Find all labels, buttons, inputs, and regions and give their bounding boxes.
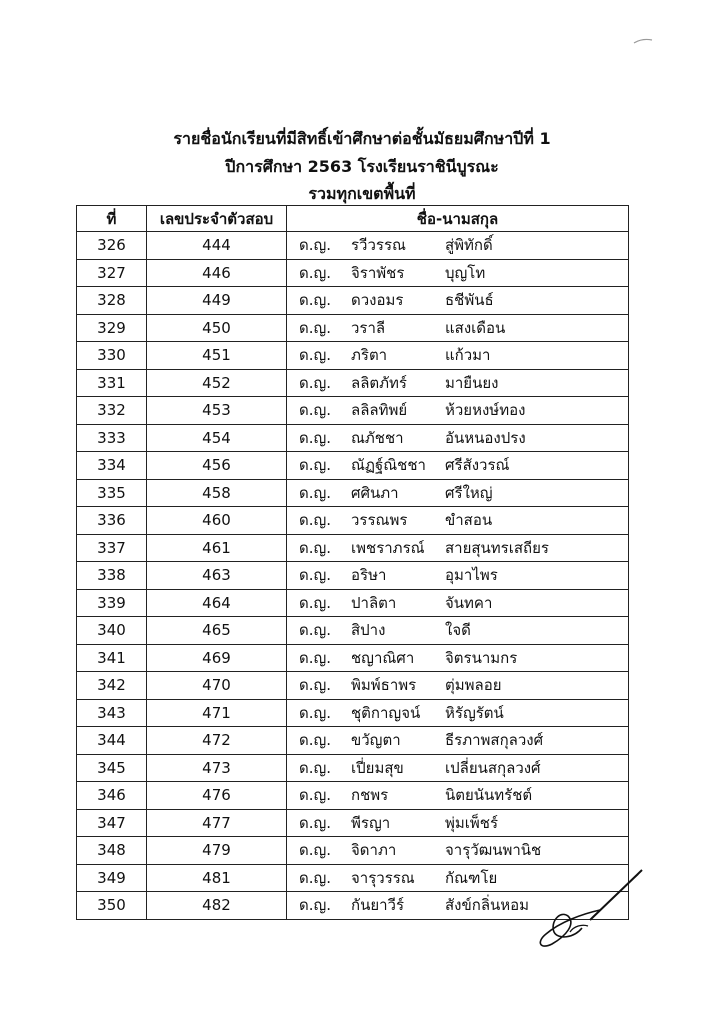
name-prefix: ด.ญ. <box>299 318 332 337</box>
student-name <box>287 809 629 837</box>
table-row <box>77 287 629 315</box>
name-prefix: ด.ญ. <box>299 456 332 475</box>
student-name <box>287 232 629 260</box>
row-number: 330 <box>77 342 147 370</box>
table-row <box>77 479 629 507</box>
first-name: ชญาณิศา <box>351 648 415 667</box>
last-name: บุญโท <box>445 263 486 282</box>
student-name <box>287 314 629 342</box>
first-name: เพชราภรณ์ <box>351 538 425 557</box>
exam-id: 456 <box>147 452 287 480</box>
exam-id: 449 <box>147 287 287 315</box>
last-name: ขำสอน <box>445 511 493 530</box>
last-name: พุ่มเพ็ชร์ <box>445 813 499 832</box>
last-name: สังข์กลิ่นหอม <box>445 896 530 915</box>
name-prefix: ด.ญ. <box>299 593 332 612</box>
name-prefix: ด.ญ. <box>299 786 332 805</box>
exam-id: 451 <box>147 342 287 370</box>
student-name <box>287 507 629 535</box>
exam-id: 460 <box>147 507 287 535</box>
table-row <box>77 809 629 837</box>
name-prefix: ด.ญ. <box>299 483 332 502</box>
exam-id: 454 <box>147 424 287 452</box>
first-name: ภริตา <box>351 346 388 365</box>
table-row <box>77 644 629 672</box>
name-prefix: ด.ญ. <box>299 868 332 887</box>
student-name <box>287 452 629 480</box>
first-name: จิราพัชร <box>351 263 405 282</box>
name-prefix: ด.ญ. <box>299 428 332 447</box>
table-row <box>77 232 629 260</box>
row-number: 337 <box>77 534 147 562</box>
row-number: 334 <box>77 452 147 480</box>
last-name: มายืนยง <box>445 373 499 392</box>
first-name: ขวัญตา <box>351 731 401 750</box>
first-name: จารุวรรณ <box>351 868 415 887</box>
last-name: แสงเดือน <box>445 318 506 337</box>
row-number: 347 <box>77 809 147 837</box>
header-number: ที่ <box>77 206 147 232</box>
exam-id: 458 <box>147 479 287 507</box>
row-number: 336 <box>77 507 147 535</box>
row-number: 342 <box>77 672 147 700</box>
first-name: วราลี <box>351 318 386 337</box>
row-number: 335 <box>77 479 147 507</box>
student-name <box>287 672 629 700</box>
name-prefix: ด.ญ. <box>299 263 332 282</box>
student-name <box>287 369 629 397</box>
row-number: 326 <box>77 232 147 260</box>
name-prefix: ด.ญ. <box>299 841 332 860</box>
exam-id: 473 <box>147 754 287 782</box>
last-name: หิรัญรัตน์ <box>445 703 504 722</box>
row-number: 327 <box>77 259 147 287</box>
student-name <box>287 342 629 370</box>
last-name: จันทคา <box>445 593 493 612</box>
student-name <box>287 479 629 507</box>
last-name: ตุ่มพลอย <box>445 676 502 695</box>
exam-id: 464 <box>147 589 287 617</box>
row-number: 338 <box>77 562 147 590</box>
name-prefix: ด.ญ. <box>299 291 332 310</box>
first-name: จิดาภา <box>351 841 397 860</box>
document-scope: รวมทุกเขตพื้นที่ <box>308 184 416 203</box>
row-number: 343 <box>77 699 147 727</box>
table-row <box>77 507 629 535</box>
scan-mark <box>632 36 654 46</box>
row-number: 331 <box>77 369 147 397</box>
first-name: ณัฏฐ์ณิชชา <box>351 456 426 475</box>
exam-id: 446 <box>147 259 287 287</box>
row-number: 350 <box>77 892 147 920</box>
table-row <box>77 424 629 452</box>
student-name <box>287 617 629 645</box>
table-row <box>77 782 629 810</box>
last-name: แก้วมา <box>445 346 491 365</box>
row-number: 341 <box>77 644 147 672</box>
name-prefix: ด.ญ. <box>299 896 332 915</box>
last-name: อันหนองปรง <box>445 428 526 447</box>
first-name: ปาลิตา <box>351 593 397 612</box>
last-name: ศรีสังวรณ์ <box>445 456 510 475</box>
exam-id: 450 <box>147 314 287 342</box>
row-number: 344 <box>77 727 147 755</box>
first-name: กันยาวีร์ <box>351 896 405 915</box>
row-number: 345 <box>77 754 147 782</box>
row-number: 333 <box>77 424 147 452</box>
student-name <box>287 837 629 865</box>
last-name: กัณฑโย <box>445 868 498 887</box>
student-table <box>76 205 629 920</box>
name-prefix: ด.ญ. <box>299 373 332 392</box>
name-prefix: ด.ญ. <box>299 731 332 750</box>
last-name: นิตยนันทรัชต์ <box>445 786 533 805</box>
name-prefix: ด.ญ. <box>299 621 332 640</box>
student-name <box>287 259 629 287</box>
student-name <box>287 534 629 562</box>
table-row <box>77 837 629 865</box>
name-prefix: ด.ญ. <box>299 401 332 420</box>
name-prefix: ด.ญ. <box>299 566 332 585</box>
exam-id: 461 <box>147 534 287 562</box>
exam-id: 463 <box>147 562 287 590</box>
exam-id: 477 <box>147 809 287 837</box>
student-name <box>287 397 629 425</box>
last-name: จารุวัฒนพานิช <box>445 841 542 860</box>
exam-id: 465 <box>147 617 287 645</box>
first-name: ชุติกาญจน์ <box>351 703 421 722</box>
first-name: เปี่ยมสุข <box>351 758 404 777</box>
exam-id: 471 <box>147 699 287 727</box>
table-row <box>77 452 629 480</box>
name-prefix: ด.ญ. <box>299 511 332 530</box>
exam-id: 452 <box>147 369 287 397</box>
first-name: พีรญา <box>351 813 391 832</box>
row-number: 349 <box>77 864 147 892</box>
last-name: ธชีพันธ์ <box>445 291 494 310</box>
table-row <box>77 699 629 727</box>
first-name: กชพร <box>351 786 389 805</box>
first-name: รวีวรรณ <box>351 236 406 255</box>
student-name <box>287 287 629 315</box>
table-row <box>77 259 629 287</box>
row-number: 332 <box>77 397 147 425</box>
last-name: อุมาไพร <box>445 566 498 585</box>
exam-id: 444 <box>147 232 287 260</box>
first-name: ลลิตภัทร์ <box>351 373 407 392</box>
exam-id: 470 <box>147 672 287 700</box>
name-prefix: ด.ญ. <box>299 758 332 777</box>
row-number: 328 <box>77 287 147 315</box>
exam-id: 476 <box>147 782 287 810</box>
student-name <box>287 424 629 452</box>
first-name: สิปาง <box>351 621 386 640</box>
table-row <box>77 617 629 645</box>
name-prefix: ด.ญ. <box>299 703 332 722</box>
name-prefix: ด.ญ. <box>299 346 332 365</box>
first-name: ดวงอมร <box>351 291 404 310</box>
row-number: 346 <box>77 782 147 810</box>
exam-id: 472 <box>147 727 287 755</box>
row-number: 339 <box>77 589 147 617</box>
table-row <box>77 369 629 397</box>
exam-id: 479 <box>147 837 287 865</box>
row-number: 348 <box>77 837 147 865</box>
student-name <box>287 727 629 755</box>
student-name <box>287 754 629 782</box>
first-name: อริษา <box>351 566 387 585</box>
first-name: ณภัชชา <box>351 428 404 447</box>
exam-id: 469 <box>147 644 287 672</box>
table-row <box>77 562 629 590</box>
name-prefix: ด.ญ. <box>299 676 332 695</box>
student-name <box>287 699 629 727</box>
header-exam-id: เลขประจำตัวสอบ <box>147 206 287 232</box>
table-row <box>77 727 629 755</box>
table-row <box>77 672 629 700</box>
last-name: สู่พิทักดิ์ <box>445 236 493 255</box>
last-name: ห้วยหงษ์ทอง <box>445 401 526 420</box>
last-name: ธีรภาพสกุลวงศ์ <box>445 731 544 750</box>
first-name: ลลิลทิพย์ <box>351 401 408 420</box>
name-prefix: ด.ญ. <box>299 648 332 667</box>
table-row <box>77 589 629 617</box>
exam-id: 453 <box>147 397 287 425</box>
last-name: เปลี่ยนสกุลวงศ์ <box>445 758 541 777</box>
last-name: ใจดี <box>445 621 471 640</box>
header-full-name: ชื่อ-นามสกุล <box>287 206 629 232</box>
name-prefix: ด.ญ. <box>299 236 332 255</box>
table-row <box>77 342 629 370</box>
first-name: ศศินภา <box>351 483 399 502</box>
table-header-row <box>77 206 629 232</box>
row-number: 329 <box>77 314 147 342</box>
last-name: ศรีใหญ่ <box>445 483 493 502</box>
name-prefix: ด.ญ. <box>299 813 332 832</box>
signature <box>530 862 650 952</box>
student-name <box>287 644 629 672</box>
name-prefix: ด.ญ. <box>299 538 332 557</box>
table-row <box>77 754 629 782</box>
last-name: สายสุนทรเสถียร <box>445 538 549 557</box>
table-row <box>77 314 629 342</box>
first-name: พิมพ์ธาพร <box>351 676 417 695</box>
table-row <box>77 397 629 425</box>
student-name <box>287 782 629 810</box>
student-name <box>287 589 629 617</box>
table-row <box>77 534 629 562</box>
row-number: 340 <box>77 617 147 645</box>
exam-id: 482 <box>147 892 287 920</box>
document-title: รายชื่อนักเรียนที่มีสิทธิ์เข้าศึกษาต่อชั้นมัธยมศึกษาปีที่ 1 <box>173 129 551 148</box>
last-name: จิตรนามกร <box>445 648 518 667</box>
first-name: วรรณพร <box>351 511 408 530</box>
exam-id: 481 <box>147 864 287 892</box>
student-name <box>287 562 629 590</box>
document-subtitle: ปีการศึกษา 2563 โรงเรียนราชินีบูรณะ <box>225 157 499 176</box>
